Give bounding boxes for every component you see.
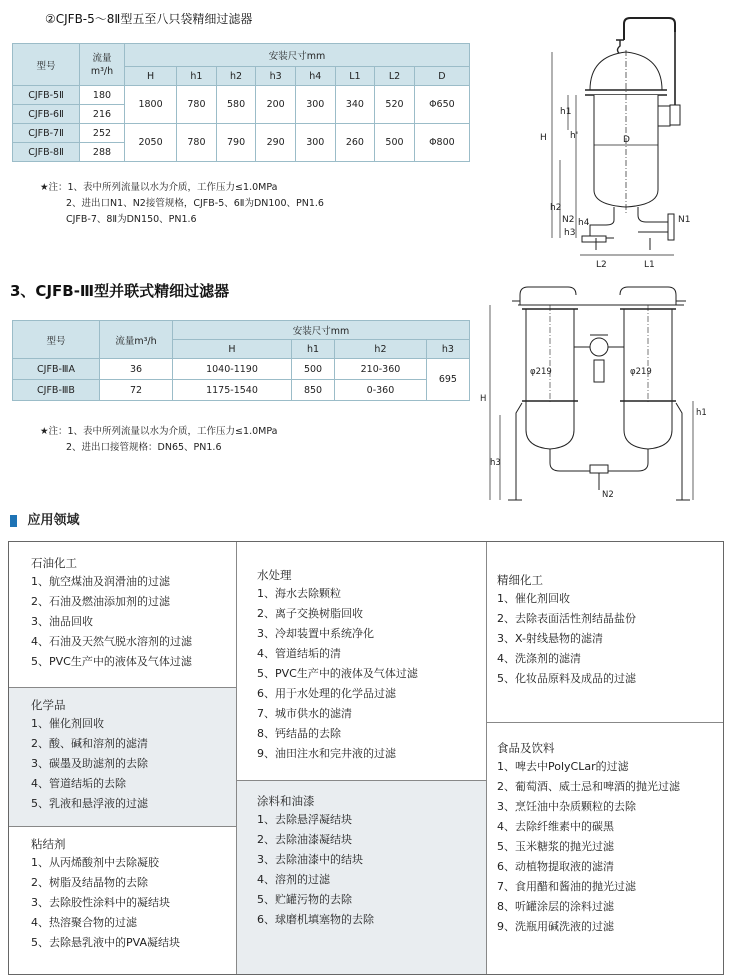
cat-title: 涂料和油漆	[257, 794, 315, 808]
list-item: 1、催化剂回收	[31, 717, 104, 730]
section3-title: 3、CJFB-Ⅲ型并联式精细过滤器	[10, 282, 230, 300]
th-dims: 安装尺寸mm	[125, 44, 470, 67]
cat-title: 水处理	[257, 568, 292, 582]
th-col: L1	[335, 67, 375, 86]
list-item: 4、石油及天然气脱水溶剂的过滤	[31, 635, 192, 648]
th-dims: 安装尺寸mm	[173, 321, 470, 340]
cell-flow: 72	[100, 380, 173, 401]
list-item: 3、烹饪油中杂质颗粒的去除	[497, 800, 636, 813]
list-item: 1、从丙烯酸剂中去除凝胶	[31, 856, 159, 869]
dim-label-h1: h1	[560, 107, 572, 117]
cell-flow: 216	[80, 105, 125, 124]
list-item: 2、酸、碱和溶剂的滤清	[31, 737, 148, 750]
applications-box	[8, 541, 724, 975]
list-item: 4、溶剂的过滤	[257, 873, 330, 886]
dim-label-h3: h3	[564, 228, 576, 238]
list-item: 5、去除悬乳液中的PVA凝结块	[31, 936, 180, 949]
list-item: 8、钙结晶的去除	[257, 727, 341, 740]
heading-bullet-icon	[10, 515, 17, 527]
cat-title: 粘结剂	[31, 837, 66, 851]
note-line: ★注：1、表中所列流量以水为介质，工作压力≤1.0MPa	[40, 182, 278, 193]
bag-filter-diagram	[490, 10, 722, 275]
cell: 210-360	[335, 359, 427, 380]
cat-paints	[237, 780, 486, 974]
dim-label-H: H	[480, 394, 487, 404]
th-flow: 流量 m³/h	[80, 44, 125, 86]
list-item: 5、PVC生产中的液体及气体过滤	[31, 655, 192, 668]
dim-label-h4: h4	[578, 218, 590, 228]
cell: 300	[295, 124, 335, 162]
cell: 780	[177, 86, 217, 124]
cell: 850	[291, 380, 334, 401]
applications-heading	[10, 509, 80, 528]
list-item: 1、海水去除颗粒	[257, 587, 341, 600]
cat-title: 化学品	[31, 698, 66, 712]
cell: 340	[335, 86, 375, 124]
dim-label-D: D	[623, 135, 630, 145]
cat-title: 精细化工	[497, 573, 543, 587]
cell: 260	[335, 124, 375, 162]
cell-flow: 180	[80, 86, 125, 105]
cat-fine-chemicals	[487, 542, 723, 722]
list-item: 5、玉米糖浆的抛光过滤	[497, 840, 614, 853]
cell: 780	[177, 124, 217, 162]
th-model: 型号	[13, 44, 80, 86]
list-item: 1、去除悬浮凝结块	[257, 813, 352, 826]
cell: 1175-1540	[173, 380, 292, 401]
list-item: 8、听罐涂层的涂料过滤	[497, 900, 614, 913]
dim-label-H: H	[540, 133, 547, 143]
parallel-filter-spec-table	[12, 320, 470, 401]
th-col: h1	[177, 67, 217, 86]
list-item: 7、城市供水的滤清	[257, 707, 352, 720]
list-item: 2、离子交换树脂回收	[257, 607, 363, 620]
cell-flow: 288	[80, 143, 125, 162]
cell: 790	[216, 124, 256, 162]
cell: 500	[291, 359, 334, 380]
section1-title: ②CJFB-5～8Ⅱ型五至八只袋精细过滤器	[45, 12, 253, 26]
dim-label-phi219-left: φ219	[530, 367, 552, 377]
dim-label-N2: N2	[562, 215, 575, 225]
dim-label-N1: N1	[678, 215, 691, 225]
list-item: 4、热溶聚合物的过滤	[31, 916, 137, 929]
list-item: 4、去除纤维素中的碳黑	[497, 820, 614, 833]
list-item: 3、油品回收	[31, 615, 93, 628]
dim-label-L2: L2	[596, 260, 607, 270]
list-item: 4、管道结垢的去除	[31, 777, 126, 790]
cell: 500	[375, 124, 415, 162]
th-col: H	[125, 67, 177, 86]
dim-label-h3: h3	[490, 458, 501, 468]
list-item: 5、PVC生产中的液体及气体过滤	[257, 667, 418, 680]
cell: 200	[256, 86, 296, 124]
bag-filter-spec-table	[12, 43, 470, 162]
cell-model: CJFB-ⅢB	[13, 380, 100, 401]
th-model: 型号	[13, 321, 100, 359]
section3-notes	[40, 424, 277, 456]
section1-notes	[40, 180, 324, 228]
cat-chemicals	[9, 687, 236, 827]
cat-water-treatment	[237, 542, 486, 780]
dim-label-phi219-right: φ219	[630, 367, 652, 377]
cell: 580	[216, 86, 256, 124]
cell: 2050	[125, 124, 177, 162]
list-item: 7、食用醋和酱油的抛光过滤	[497, 880, 636, 893]
list-item: 4、洗涤剂的滤清	[497, 652, 581, 665]
parallel-filter-diagram	[478, 285, 724, 510]
list-item: 1、航空煤油及润滑油的过滤	[31, 575, 170, 588]
cell-model: CJFB-7Ⅱ	[13, 124, 80, 143]
list-item: 3、X-射线悬物的滤清	[497, 632, 603, 645]
cell: Φ800	[414, 124, 469, 162]
cell: 0-360	[335, 380, 427, 401]
dim-label-N2: N2	[602, 490, 614, 500]
th-col: h3	[426, 340, 469, 359]
dim-label-h-prime: h'	[570, 131, 579, 141]
list-item: 5、乳液和悬浮液的过滤	[31, 797, 148, 810]
th-col: D	[414, 67, 469, 86]
cell-model: CJFB-8Ⅱ	[13, 143, 80, 162]
cell: 1800	[125, 86, 177, 124]
cat-petrochemical	[9, 542, 236, 687]
list-item: 4、管道结垢的清	[257, 647, 341, 660]
list-item: 9、油田注水和完井液的过滤	[257, 747, 396, 760]
th-col: L2	[375, 67, 415, 86]
cat-food-beverage	[487, 722, 723, 974]
cell: Φ650	[414, 86, 469, 124]
cell: 520	[375, 86, 415, 124]
list-item: 2、去除油漆凝结块	[257, 833, 352, 846]
list-item: 2、葡萄酒、威士忌和啤酒的抛光过滤	[497, 780, 680, 793]
th-col: h3	[256, 67, 296, 86]
list-item: 3、去除油漆中的结块	[257, 853, 363, 866]
dim-label-h2: h2	[550, 203, 562, 213]
note-line: CJFB-7、8Ⅱ为DN150、PN1.6	[66, 214, 197, 225]
list-item: 2、树脂及结晶物的去除	[31, 876, 148, 889]
list-item: 3、冷却装置中系统净化	[257, 627, 374, 640]
cat-title: 石油化工	[31, 556, 77, 570]
list-item: 2、石油及燃油添加剂的过滤	[31, 595, 170, 608]
list-item: 5、化妆品原料及成品的过滤	[497, 672, 636, 685]
cat-title: 食品及饮料	[497, 741, 555, 755]
list-item: 1、啤去中PolyCLar的过滤	[497, 760, 629, 773]
cell: 1040-1190	[173, 359, 292, 380]
cell: 300	[295, 86, 335, 124]
cell-h3-shared: 695	[426, 359, 469, 401]
cell-model: CJFB-6Ⅱ	[13, 105, 80, 124]
note-line: 2、进出口N1、N2接管规格，CJFB-5、6Ⅱ为DN100、PN1.6	[66, 198, 324, 209]
list-item: 3、碳墨及助滤剂的去除	[31, 757, 148, 770]
list-item: 6、用于水处理的化学品过滤	[257, 687, 396, 700]
dim-label-L1: L1	[644, 260, 655, 270]
th-flow: 流量m³/h	[100, 321, 173, 359]
th-col: h1	[291, 340, 334, 359]
list-item: 2、去除表面活性剂结晶盐份	[497, 612, 636, 625]
note-line: 2、进出口接管规格：DN65、PN1.6	[66, 442, 222, 453]
list-item: 9、洗瓶用碱洗液的过滤	[497, 920, 614, 933]
th-col: h4	[295, 67, 335, 86]
cell: 290	[256, 124, 296, 162]
cell-flow: 252	[80, 124, 125, 143]
cell-model: CJFB-5Ⅱ	[13, 86, 80, 105]
dim-label-h1: h1	[696, 408, 707, 418]
list-item: 6、动植物提取液的滤清	[497, 860, 614, 873]
cell-flow: 36	[100, 359, 173, 380]
th-col: h2	[335, 340, 427, 359]
list-item: 1、催化剂回收	[497, 592, 570, 605]
th-col: h2	[216, 67, 256, 86]
note-line: ★注：1、表中所列流量以水为介质，工作压力≤1.0MPa	[40, 426, 278, 437]
cat-adhesives	[9, 827, 236, 974]
list-item: 5、贮罐污物的去除	[257, 893, 352, 906]
list-item: 3、去除胶性涂料中的凝结块	[31, 896, 170, 909]
cell-model: CJFB-ⅢA	[13, 359, 100, 380]
th-col: H	[173, 340, 292, 359]
applications-heading-text: 应用领域	[27, 513, 80, 528]
list-item: 6、球磨机填塞物的去除	[257, 913, 374, 926]
